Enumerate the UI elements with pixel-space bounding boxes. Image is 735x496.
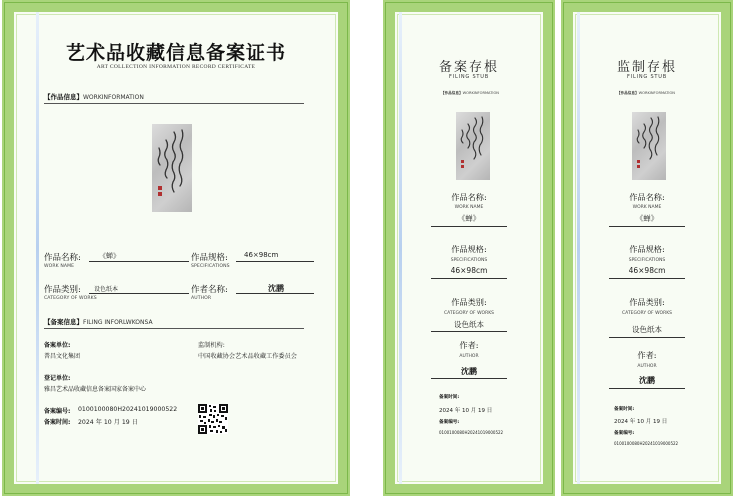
stub-number-label: 备案编号: [439, 420, 460, 425]
author-underline [236, 293, 314, 294]
sup-artwork-image [632, 112, 666, 180]
sup-work-name-en: WORK NAME [632, 205, 662, 210]
spec-value: 46×98cm [244, 251, 279, 259]
sup-author-en: AUTHOR [637, 364, 657, 369]
sup-category-value: 设色纸本 [632, 325, 662, 334]
stub-spec-underline [431, 278, 507, 279]
filing-info-heading: 【备案信息】FILING INFORLWKONSA [44, 317, 304, 329]
filing-unit-value: 普昌文化集团 [44, 353, 81, 360]
qr-code-icon [198, 404, 228, 434]
supervision-stub [561, 0, 733, 496]
filing-unit-label: 备案单位: [44, 342, 71, 349]
stub-spec-en: SPECIFICATIONS [450, 258, 488, 263]
sup-author-label: 作者: [637, 350, 657, 360]
stub-work-name-value: 《蝉》 [457, 214, 481, 223]
artwork-image [152, 124, 192, 212]
certificate-subtitle: ART COLLECTION INFORMATION RECORD CERTIFICATE [96, 64, 256, 70]
spec-underline [236, 261, 314, 262]
certificate-main [2, 0, 350, 496]
sup-category-en: CATEGORY OF WORKS [622, 311, 672, 316]
sup-time-value: 2024 年 10 月 19 日 [614, 419, 668, 425]
stub-time-value: 2024 年 10 月 19 日 [439, 408, 493, 414]
stub-spec-label: 作品规格: [451, 244, 487, 254]
stub-title: 备案存根 [438, 60, 499, 75]
author-label: 作者名称: [191, 285, 228, 295]
author-value: 沈鹏 [268, 284, 284, 293]
category-label: 作品类别: [44, 285, 81, 295]
category-underline [89, 293, 189, 294]
stub-category-en: CATEGORY OF WORKS [444, 311, 494, 316]
work-name-value: 《蝉》 [99, 252, 120, 260]
work-name-en: WORK NAME [44, 264, 75, 269]
stub-time-label: 备案时间: [439, 395, 460, 400]
sup-category-underline [609, 337, 685, 338]
supervisor-value: 中国收藏协会艺术品收藏工作委员会 [198, 353, 297, 360]
stub-work-name-en: WORK NAME [454, 205, 484, 210]
sup-work-info-tag: 【作品信息】WORKINFORMATION [617, 91, 675, 95]
stub-category-label: 作品类别: [451, 297, 487, 307]
sup-time-label: 备案时间: [614, 407, 635, 412]
sup-number-label: 备案编号: [614, 431, 635, 436]
stub-author-en: AUTHOR [459, 354, 479, 359]
sup-subtitle: FILING STUB [627, 74, 667, 80]
sup-category-label: 作品类别: [629, 297, 665, 307]
sup-author-underline [609, 388, 685, 389]
work-info-heading: 【作品信息】WORKINFORMATION [44, 92, 304, 104]
stub-author-value: 沈鹏 [461, 367, 477, 376]
sup-spec-underline [609, 278, 685, 279]
time-label: 备案时间: [44, 419, 71, 426]
filing-stub [383, 0, 555, 496]
spec-label: 作品规格: [191, 253, 228, 263]
stub-work-name-label: 作品名称: [451, 192, 487, 202]
stub-author-underline [431, 378, 507, 379]
sup-spec-en: SPECIFICATIONS [628, 258, 666, 263]
sup-work-name-label: 作品名称: [629, 192, 665, 202]
sup-spec-label: 作品规格: [629, 244, 665, 254]
category-value: 设色纸本 [94, 286, 119, 293]
spec-en: SPECIFICATIONS [191, 264, 230, 269]
sup-work-name-underline [609, 226, 685, 227]
register-label: 登记单位: [44, 375, 71, 382]
stub-category-underline [431, 331, 507, 332]
sup-author-value: 沈鹏 [639, 376, 655, 385]
supervisor-label: 监制机构: [198, 342, 225, 349]
sup-work-name-value: 《蝉》 [635, 214, 659, 223]
stub-work-name-underline [431, 226, 507, 227]
stub-author-label: 作者: [459, 340, 479, 350]
stub-work-info-tag: 【作品信息】WORKINFORMATION [441, 91, 499, 95]
register-value: 雅昌艺术品收藏信息备案国家备案中心 [44, 386, 147, 393]
stub-subtitle: FILING STUB [449, 74, 489, 80]
stub-spec-value: 46×98cm [450, 266, 488, 275]
stub-category-value: 设色纸本 [454, 320, 484, 329]
time-value: 2024 年 10 月 19 日 [78, 419, 138, 426]
category-en: CATEGORY OF WORKS [44, 296, 97, 301]
sup-title: 监制存根 [616, 60, 677, 75]
number-label: 备案编号: [44, 408, 71, 415]
sup-spec-value: 46×98cm [628, 266, 666, 275]
work-name-label: 作品名称: [44, 253, 81, 263]
certificate-title: 艺术品收藏信息备案证书 [65, 42, 286, 64]
number-value: 0100100080H20241019000522 [78, 406, 178, 413]
stub-number-value: 0100100080H20241019000522 [439, 430, 504, 435]
sup-number-value: 0100100080H20241019000522 [614, 441, 679, 446]
author-en: AUTHOR [191, 296, 212, 301]
stub-artwork-image [456, 112, 490, 180]
work-name-underline [89, 261, 189, 262]
